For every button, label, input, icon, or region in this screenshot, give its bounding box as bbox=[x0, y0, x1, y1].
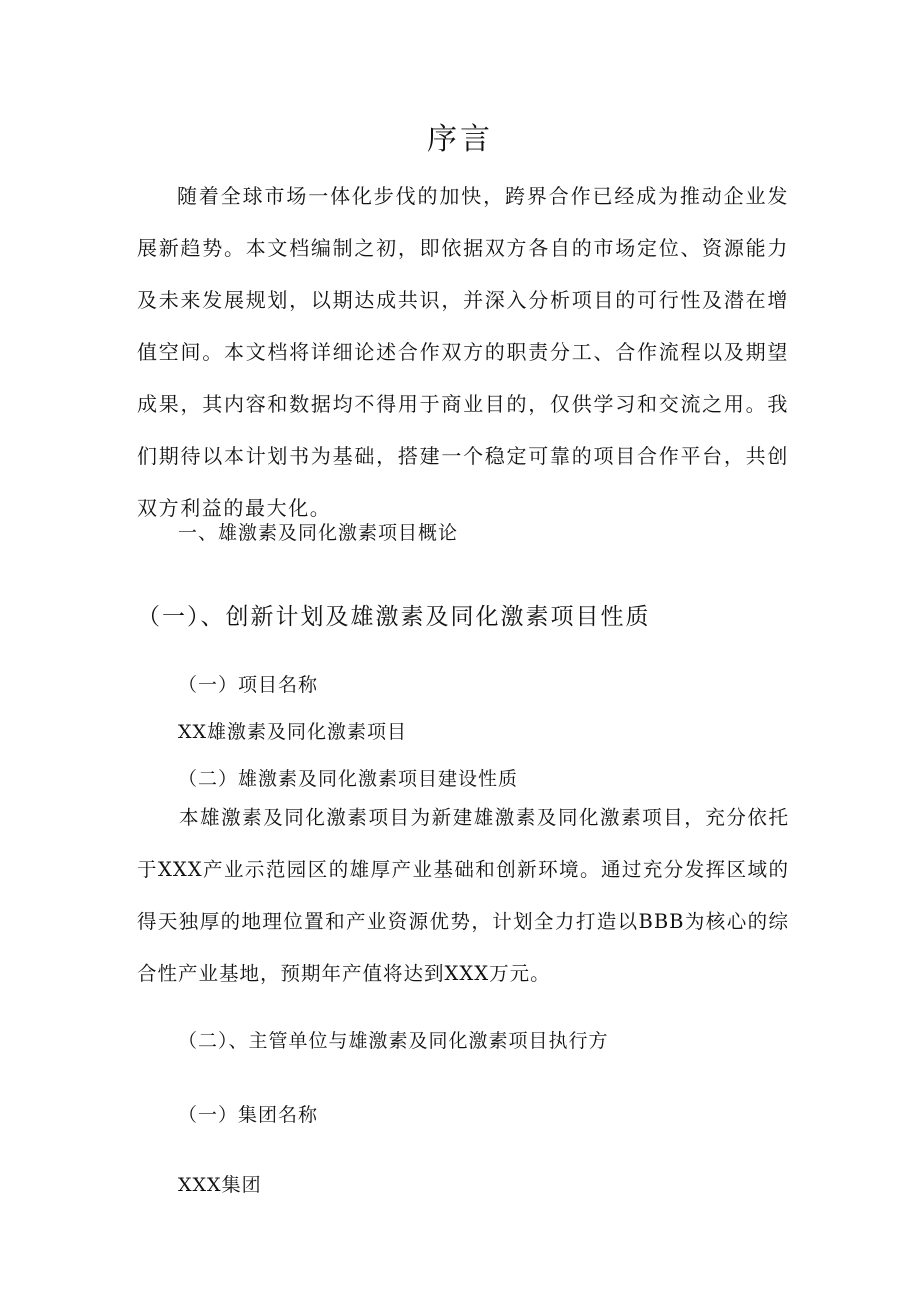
construction-nature-paragraph: 本雄激素及同化激素项目为新建雄激素及同化激素项目，充分依托于XXX产业示范园区的雄厚产业基础和创新环境。通过充分发挥区域的得天独厚的地理位置和产业资源优势，计划全力打造以BBB为核心的综合性产业基地，预期年产值将达到XXX万元。 bbox=[137, 806, 789, 985]
item-label-project-name: （一）项目名称 bbox=[178, 674, 319, 696]
preface-paragraph: 随着全球市场一体化步伐的加快，跨界合作已经成为推动企业发展新趋势。本文档编制之初，即依据双方各自的市场定位、资源能力及未来发展规划，以期达成共识，并深入分析项目的可行性及潜在增值空间。本文档将详细论述合作双方的职责分工、合作流程以及期望成果，其内容和数据均不得用于商业目的，仅供学习和交流之用。我们期待以本计划书为基础，搭建一个稳定可靠的项目合作平台，共创双方利益的最大化。 bbox=[137, 184, 789, 520]
item-value-project-name: XX雄激素及同化激素项目 bbox=[178, 721, 408, 743]
section-heading-1: （一）、创新计划及雄激素及同化激素项目性质 bbox=[137, 604, 651, 630]
item-label-group-name: （一）集团名称 bbox=[178, 1104, 319, 1126]
chapter-heading: 一、雄激素及同化激素项目概论 bbox=[178, 522, 459, 544]
document-title: 序言 bbox=[427, 122, 493, 157]
item-label-construction-nature: （二）雄激素及同化激素项目建设性质 bbox=[178, 768, 519, 790]
item-value-group-name: XXX集团 bbox=[178, 1174, 262, 1196]
section-heading-2: （二）、主管单位与雄激素及同化激素项目执行方 bbox=[178, 1030, 609, 1052]
